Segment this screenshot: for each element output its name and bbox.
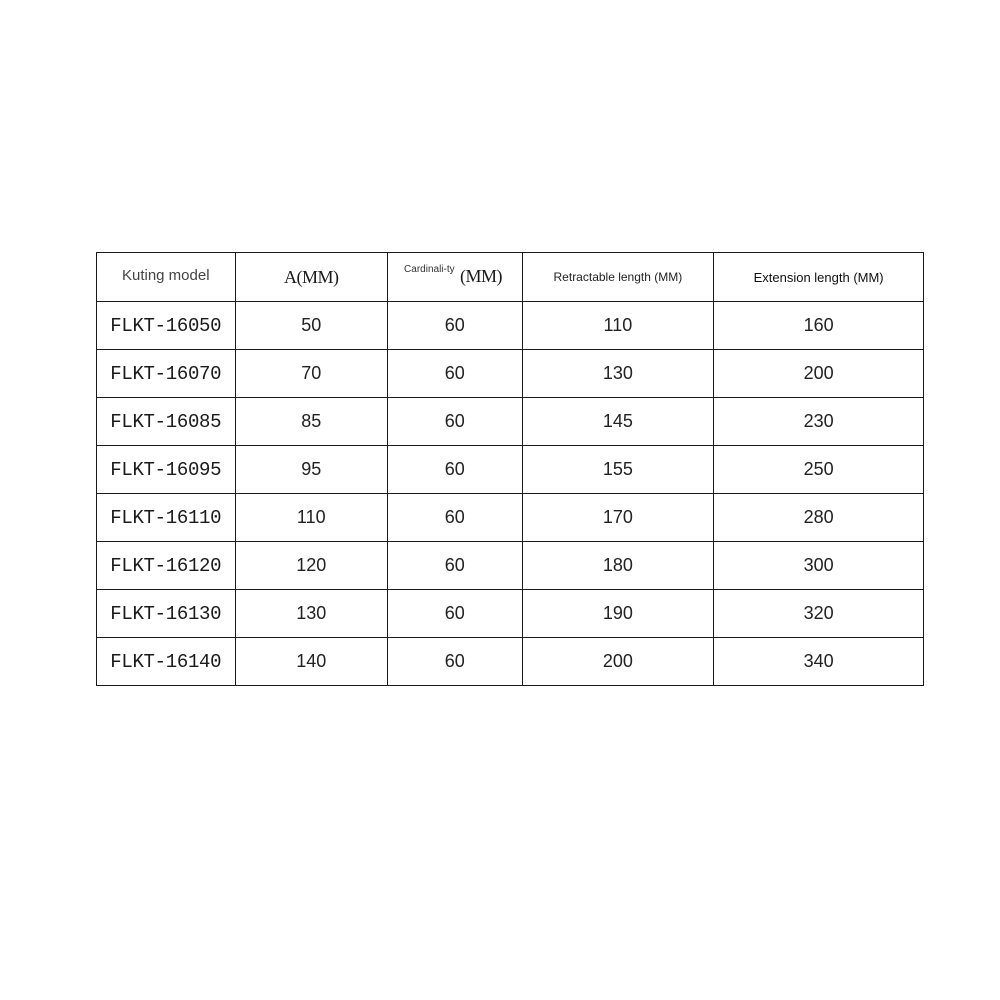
cell-model: FLKT-16120: [97, 542, 236, 590]
header-cardinality-label: Cardinali-ty: [404, 264, 455, 275]
table-row: [97, 542, 924, 590]
cell-retractable: 130: [522, 350, 714, 398]
cell-cardinality: 60: [388, 302, 522, 350]
cell-cardinality: 60: [388, 398, 522, 446]
cell-retractable: 180: [522, 542, 714, 590]
cell-retractable: 170: [522, 494, 714, 542]
header-retractable: Retractable length (MM): [522, 253, 714, 302]
cell-model: FLKT-16140: [97, 638, 236, 686]
cell-cardinality: 60: [388, 350, 522, 398]
spec-table: [96, 252, 924, 686]
table-body: [97, 302, 924, 686]
cell-model: FLKT-16110: [97, 494, 236, 542]
cell-extension: 340: [714, 638, 924, 686]
table-row: [97, 494, 924, 542]
cell-cardinality: 60: [388, 590, 522, 638]
cell-retractable: 155: [522, 446, 714, 494]
cell-extension: 230: [714, 398, 924, 446]
cell-model: FLKT-16085: [97, 398, 236, 446]
cell-extension: 280: [714, 494, 924, 542]
cell-extension: 250: [714, 446, 924, 494]
cell-model: FLKT-16050: [97, 302, 236, 350]
table-header: [97, 253, 924, 302]
header-row: [97, 253, 924, 302]
cell-a: 130: [235, 590, 388, 638]
cell-a: 110: [235, 494, 388, 542]
header-cardinality: [388, 253, 522, 302]
cell-extension: 320: [714, 590, 924, 638]
header-a: A(MM): [235, 253, 388, 302]
cell-retractable: 110: [522, 302, 714, 350]
cell-a: 95: [235, 446, 388, 494]
table-row: [97, 590, 924, 638]
table-row: [97, 398, 924, 446]
cell-model: FLKT-16095: [97, 446, 236, 494]
cell-cardinality: 60: [388, 638, 522, 686]
cell-retractable: 190: [522, 590, 714, 638]
cell-retractable: 145: [522, 398, 714, 446]
cell-a: 70: [235, 350, 388, 398]
cell-extension: 160: [714, 302, 924, 350]
cell-model: FLKT-16070: [97, 350, 236, 398]
table-row: [97, 302, 924, 350]
table-row: [97, 446, 924, 494]
cell-cardinality: 60: [388, 494, 522, 542]
cell-a: 50: [235, 302, 388, 350]
header-cardinality-unit: (MM): [460, 266, 503, 286]
table-row: [97, 350, 924, 398]
cell-retractable: 200: [522, 638, 714, 686]
cell-a: 120: [235, 542, 388, 590]
cell-extension: 200: [714, 350, 924, 398]
cell-a: 85: [235, 398, 388, 446]
header-extension: Extension length (MM): [714, 253, 924, 302]
table-row: [97, 638, 924, 686]
cell-model: FLKT-16130: [97, 590, 236, 638]
header-model: [97, 253, 236, 302]
cell-a: 140: [235, 638, 388, 686]
cell-extension: 300: [714, 542, 924, 590]
cell-cardinality: 60: [388, 446, 522, 494]
header-model-label: Kuting model: [121, 266, 210, 284]
cell-cardinality: 60: [388, 542, 522, 590]
